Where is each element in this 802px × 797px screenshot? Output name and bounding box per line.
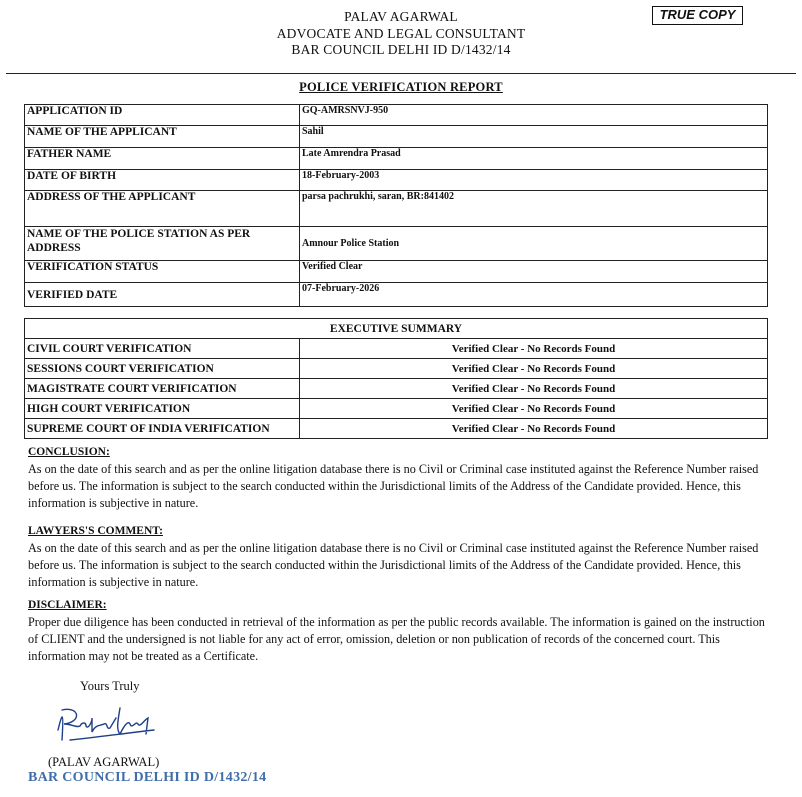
bar-council-id: BAR COUNCIL DELHI ID D/1432/14 xyxy=(291,42,511,57)
table-row xyxy=(25,283,768,307)
detail-label: APPLICATION ID xyxy=(25,105,300,126)
summary-value: Verified Clear - No Records Found xyxy=(300,339,768,359)
summary-value: Verified Clear - No Records Found xyxy=(300,379,768,399)
detail-value: parsa pachrukhi, saran, BR:841402 xyxy=(300,191,768,227)
conclusion-section xyxy=(28,444,768,512)
detail-label: VERIFICATION STATUS xyxy=(25,261,300,283)
table-row xyxy=(25,227,768,261)
applicant-details-table xyxy=(24,104,768,307)
signature-icon xyxy=(50,700,160,748)
header-divider xyxy=(6,73,796,74)
lawyers-comment-text: As on the date of this search and as per the online litigation database there is no Civil or Criminal case instituted against the Reference Number raised before us. The information is subject to the search conducted within the Jurisdictional limits of the Address of the Candidate provided. Hence, this information is subjective in nature. xyxy=(28,541,759,589)
detail-label: FATHER NAME xyxy=(25,148,300,170)
conclusion-text: As on the date of this search and as per the online litigation database there is no Civil or Criminal case instituted against the Reference Number raised before us. The information is subject to the search conducted within the Jurisdictional limits of the Address of the Candidate provided. Hence, this information is subjective in nature. xyxy=(28,462,759,510)
detail-value: Verified Clear xyxy=(300,261,768,283)
detail-value: Sahil xyxy=(300,126,768,148)
table-row xyxy=(25,170,768,191)
detail-label: ADDRESS OF THE APPLICANT xyxy=(25,191,300,227)
table-row xyxy=(25,105,768,126)
table-row xyxy=(25,359,768,379)
table-row xyxy=(25,148,768,170)
report-title: POLICE VERIFICATION REPORT xyxy=(299,80,503,94)
detail-label: VERIFIED DATE xyxy=(25,283,300,307)
table-row xyxy=(25,419,768,439)
disclaimer-section xyxy=(28,597,768,665)
advocate-designation: ADVOCATE AND LEGAL CONSULTANT xyxy=(276,25,526,41)
summary-value: Verified Clear - No Records Found xyxy=(300,399,768,419)
summary-title: EXECUTIVE SUMMARY xyxy=(25,319,768,339)
detail-label: DATE OF BIRTH xyxy=(25,170,300,191)
executive-summary-table xyxy=(24,318,768,439)
summary-value: Verified Clear - No Records Found xyxy=(300,359,768,379)
detail-value: 18-February-2003 xyxy=(300,170,768,191)
table-row xyxy=(25,379,768,399)
table-row xyxy=(25,261,768,283)
table-row xyxy=(25,399,768,419)
yours-truly: Yours Truly xyxy=(80,679,140,693)
footer-bar-council-id: BAR COUNCIL DELHI ID D/1432/14 xyxy=(28,770,267,785)
lawyers-comment-section xyxy=(28,523,768,591)
lawyers-comment-heading: LAWYERS'S COMMENT: xyxy=(28,525,163,537)
detail-label: NAME OF THE POLICE STATION AS PER ADDRESS xyxy=(25,227,300,261)
table-row xyxy=(25,191,768,227)
disclaimer-heading: DISCLAIMER: xyxy=(28,599,107,611)
table-row xyxy=(25,319,768,339)
true-copy-stamp: TRUE COPY xyxy=(652,6,743,25)
detail-value: GQ-AMRSNVJ-950 xyxy=(300,105,768,126)
detail-label: NAME OF THE APPLICANT xyxy=(25,126,300,148)
summary-value: Verified Clear - No Records Found xyxy=(300,419,768,439)
summary-label: SUPREME COURT OF INDIA VERIFICATION xyxy=(25,419,300,439)
summary-label: MAGISTRATE COURT VERIFICATION xyxy=(25,379,300,399)
summary-label: SESSIONS COURT VERIFICATION xyxy=(25,359,300,379)
conclusion-heading: CONCLUSION: xyxy=(28,446,110,458)
table-row xyxy=(25,339,768,359)
detail-value: 07-February-2026 xyxy=(300,283,768,307)
detail-value: Amnour Police Station xyxy=(300,227,768,261)
summary-label: HIGH COURT VERIFICATION xyxy=(25,399,300,419)
table-row xyxy=(25,126,768,148)
disclaimer-text: Proper due diligence has been conducted in retrieval of the information as per the public records available. The information is gained on the instruction of CLIENT and the undersigned is not liable for any act of error, omission, deletion or non publication of records of the concerned court. This information may not be treated as a Certificate. xyxy=(28,615,765,663)
advocate-name: PALAV AGARWAL xyxy=(344,9,458,24)
detail-value: Late Amrendra Prasad xyxy=(300,148,768,170)
signatory-name: (PALAV AGARWAL) xyxy=(48,755,160,769)
summary-label: CIVIL COURT VERIFICATION xyxy=(25,339,300,359)
